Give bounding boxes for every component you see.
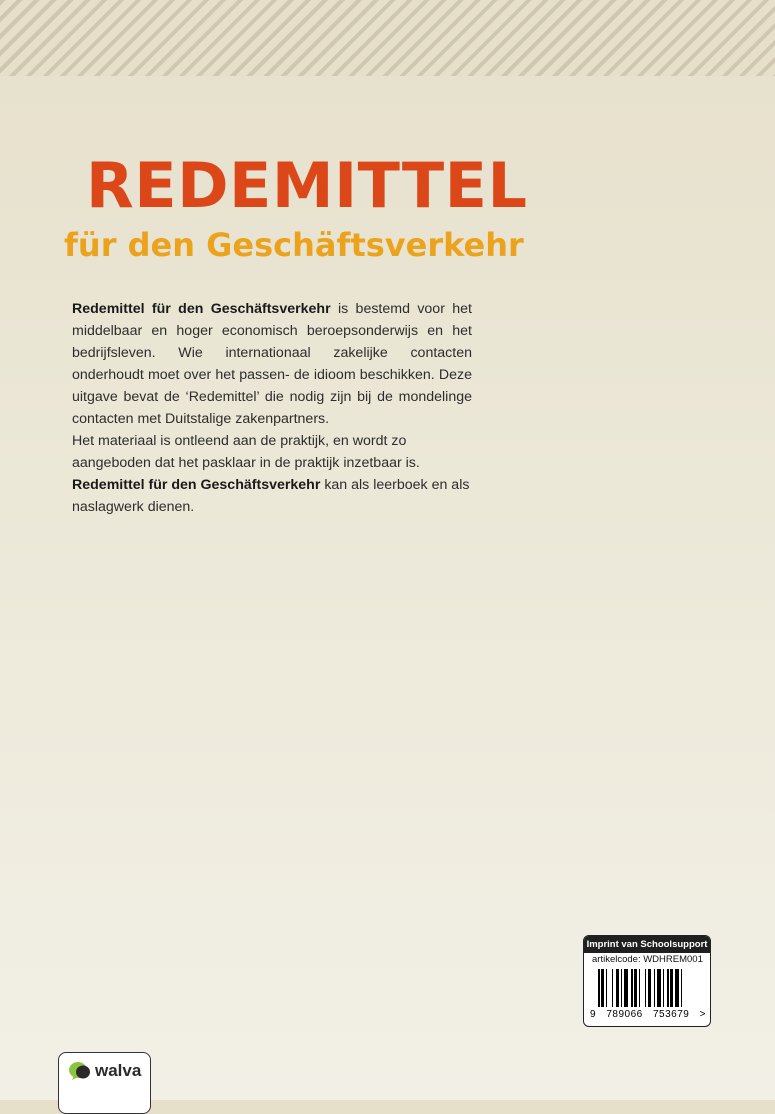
- speech-bubble-icon: [68, 1061, 92, 1081]
- article-code: artikelcode: WDHREM001: [592, 954, 703, 965]
- blurb-text: Het materiaal is ontleend aan de praktijk, en wordt zo aangeboden dat het pasklaar in de praktijk inzetbaar is.: [72, 433, 420, 471]
- blurb-paragraph-1: [72, 298, 472, 430]
- barcode-bar: [681, 969, 683, 1007]
- blurb-book-name: Redemittel für den Geschäftsverkehr: [72, 301, 331, 317]
- book-subtitle: für den Geschäftsverkehr: [64, 226, 524, 264]
- publisher-name: walva: [95, 1061, 142, 1080]
- blurb-text: kan als leerboek en als naslagwerk dienen.: [72, 477, 470, 515]
- isbn-digit-group: 753679: [653, 1009, 690, 1020]
- blurb-paragraph-2: [72, 430, 472, 518]
- isbn-digit-group: 789066: [606, 1009, 643, 1020]
- barcode-bars: [598, 969, 706, 1007]
- striped-header-band: [0, 0, 775, 76]
- isbn-digit-group: >: [699, 1009, 706, 1020]
- blurb-book-name: Redemittel für den Geschäftsverkehr: [72, 477, 321, 493]
- isbn-digit-group: 9: [590, 1009, 597, 1020]
- book-title: REDEMITTEL: [86, 149, 528, 222]
- blurb-text: is bestemd voor het middelbaar en hoger economisch beroepsonderwijs en het bedrijfsleven. Wie internationaal zakelijke contacten onderhoudt moet over het passen- de idioom beschikken. Deze uitgave bevat de ‘Redemittel’ die nodig zijn bij de mondelinge contacten met Duitstalige zakenpartners.: [72, 301, 473, 427]
- imprint-text: Imprint van Schoolsupport: [584, 936, 710, 953]
- publisher-logo: [58, 1052, 151, 1114]
- barcode-label: [583, 935, 711, 1027]
- isbn-digits: [590, 1009, 706, 1020]
